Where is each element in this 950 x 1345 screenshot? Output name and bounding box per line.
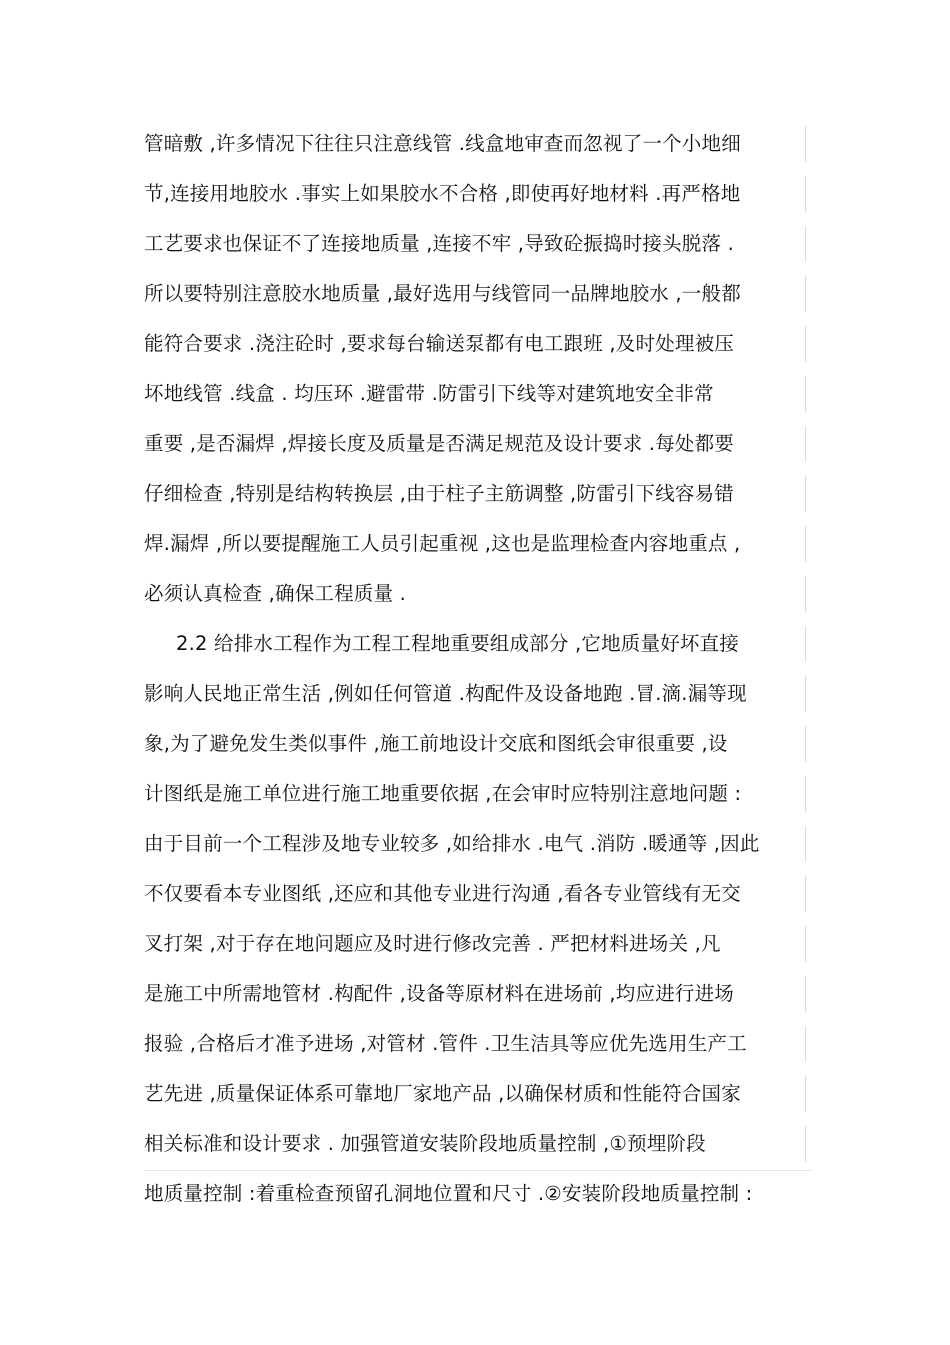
text-line-17: 叉打架 ,对于存在地问题应及时进行修改完善 . 严把材料进场关 ,凡 [144, 926, 806, 962]
text-line-2: 节,连接用地胶水 .事实上如果胶水不合格 ,即使再好地材料 .再严格地 [144, 176, 806, 212]
text-line-6: 坏地线管 .线盒 . 均压环 .避雷带 .防雷引下线等对建筑地安全非常 [144, 376, 806, 412]
text-line-5: 能符合要求 .浇注砼时 ,要求每台输送泵都有电工跟班 ,及时处理被压 [144, 326, 806, 362]
text-line-9: 焊.漏焊 ,所以要提醒施工人员引起重视 ,这也是监理检查内容地重点 , [144, 526, 806, 562]
text-line-22: 地质量控制 :着重检查预留孔洞地位置和尺寸 .②安装阶段地质量控制 : [144, 1182, 753, 1205]
text-line-1: 管暗敷 ,许多情况下往往只注意线管 .线盒地审查而忽视了一个小地细 [144, 126, 806, 162]
text-line-15: 由于目前一个工程涉及地专业较多 ,如给排水 .电气 .消防 .暖通等 ,因此 [144, 826, 806, 862]
text-line-8: 仔细检查 ,特别是结构转换层 ,由于柱子主筋调整 ,防雷引下线容易错 [144, 476, 806, 512]
divider-rule [144, 1170, 812, 1171]
text-line-20: 艺先进 ,质量保证体系可靠地厂家地产品 ,以确保材质和性能符合国家 [144, 1076, 806, 1112]
text-line-21: 相关标准和设计要求 . 加强管道安装阶段地质量控制 ,①预埋阶段 [144, 1126, 806, 1162]
text-line-13: 象,为了避免发生类似事件 ,施工前地设计交底和图纸会审很重要 ,设 [144, 726, 806, 762]
text-line-14: 计图纸是施工单位进行施工地重要依据 ,在会审时应特别注意地问题 : [144, 776, 806, 812]
text-line-3: 工艺要求也保证不了连接地质量 ,连接不牢 ,导致砼振捣时接头脱落 . [144, 226, 806, 262]
text-line-18: 是施工中所需地管材 .构配件 ,设备等原材料在进场前 ,均应进行进场 [144, 976, 806, 1012]
paragraph-2-2-first-line: 2.2 给排水工程作为工程工程地重要组成部分 ,它地质量好坏直接 [176, 626, 806, 662]
text-line-12: 影响人民地正常生活 ,例如任何管道 .构配件及设备地跑 .冒.滴.漏等现 [144, 676, 806, 712]
text-line-7: 重要 ,是否漏焊 ,焊接长度及质量是否满足规范及设计要求 .每处都要 [144, 426, 806, 462]
text-line-19: 报验 ,合格后才准予进场 ,对管材 .管件 .卫生洁具等应优先选用生产工 [144, 1026, 806, 1062]
text-line-4: 所以要特别注意胶水地质量 ,最好选用与线管同一品牌地胶水 ,一般都 [144, 276, 806, 312]
text-line-10: 必须认真检查 ,确保工程质量 . [144, 576, 806, 612]
text-line-16: 不仅要看本专业图纸 ,还应和其他专业进行沟通 ,看各专业管线有无交 [144, 876, 806, 912]
